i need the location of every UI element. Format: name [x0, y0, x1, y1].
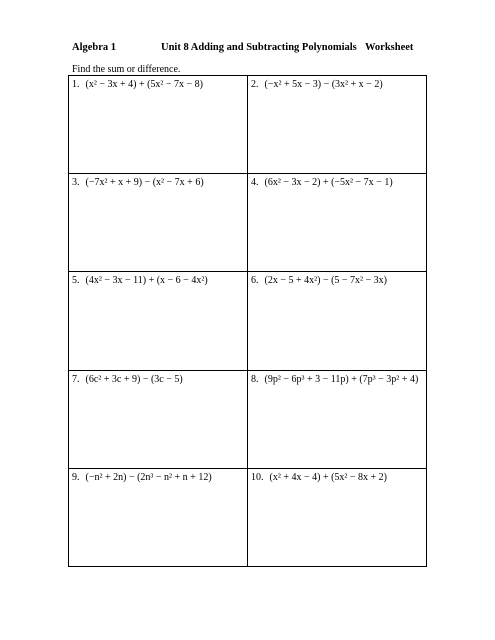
- problem-row: [69, 468, 427, 566]
- problem-expression: (2x − 5 + 4x²) − (5 − 7x² − 3x): [264, 275, 388, 287]
- problem-expression: (−7x² + x + 9) − (x² − 7x + 6): [85, 177, 204, 189]
- problem-2: [251, 78, 423, 92]
- instructions: Find the sum or difference.: [72, 64, 181, 75]
- problem-9: [72, 471, 244, 485]
- problem-expression: (−n² + 2n) − (2n³ − n² + n + 12): [85, 471, 212, 483]
- problem-5: [72, 274, 244, 288]
- unit-title: Unit 8 Adding and Subtracting Polynomials: [161, 42, 357, 53]
- problem-number: 2.: [251, 79, 259, 90]
- problem-expression: (6x² − 3x − 2) + (−5x² − 7x − 1): [264, 177, 393, 189]
- problem-number: 5.: [72, 275, 80, 287]
- problem-number: 3.: [72, 177, 80, 189]
- problem-cell: [69, 76, 248, 174]
- problem-number: 7.: [72, 373, 80, 385]
- problem-cell: [69, 468, 248, 566]
- problem-cell: [248, 76, 427, 174]
- problem-expression: (−x² + 5x − 3) − (3x² + x − 2): [264, 79, 383, 90]
- problem-cell: [248, 468, 427, 566]
- problem-number: 1.: [72, 79, 80, 90]
- problem-expression: (4x² − 3x − 11) + (x − 6 − 4x²): [85, 275, 208, 287]
- problem-expression: (x² + 4x − 4) + (5x² − 8x + 2): [269, 471, 388, 483]
- problem-number: 4.: [251, 177, 259, 189]
- problem-expression: (9p² − 6p³ + 3 − 11p) + (7p³ − 3p² + 4): [264, 373, 419, 385]
- course-title: Algebra 1: [72, 42, 117, 53]
- worksheet-header: [0, 42, 495, 56]
- problem-cell: [248, 272, 427, 370]
- problem-number: 6.: [251, 275, 259, 287]
- problem-4: [251, 176, 423, 190]
- problem-number: 9.: [72, 471, 80, 483]
- document-type: Worksheet: [365, 42, 414, 53]
- problem-10: [251, 471, 423, 485]
- problem-6: [251, 274, 423, 288]
- problem-cell: [248, 370, 427, 468]
- problem-cell: [69, 272, 248, 370]
- problem-7: [72, 373, 244, 387]
- problem-3: [72, 176, 244, 190]
- problem-row: [69, 370, 427, 468]
- problem-cell: [248, 174, 427, 272]
- problem-cell: [69, 174, 248, 272]
- problem-row: [69, 272, 427, 370]
- problem-row: [69, 174, 427, 272]
- problem-expression: (6c² + 3c + 9) − (3c − 5): [85, 373, 183, 385]
- problem-8: [251, 373, 423, 387]
- problem-grid: [68, 75, 427, 567]
- problem-row: [69, 76, 427, 174]
- problem-cell: [69, 370, 248, 468]
- problem-number: 8.: [251, 373, 259, 385]
- problem-expression: (x² − 3x + 4) + (5x² − 7x − 8): [85, 79, 204, 90]
- problem-1: [72, 78, 244, 92]
- problem-number: 10.: [251, 471, 264, 483]
